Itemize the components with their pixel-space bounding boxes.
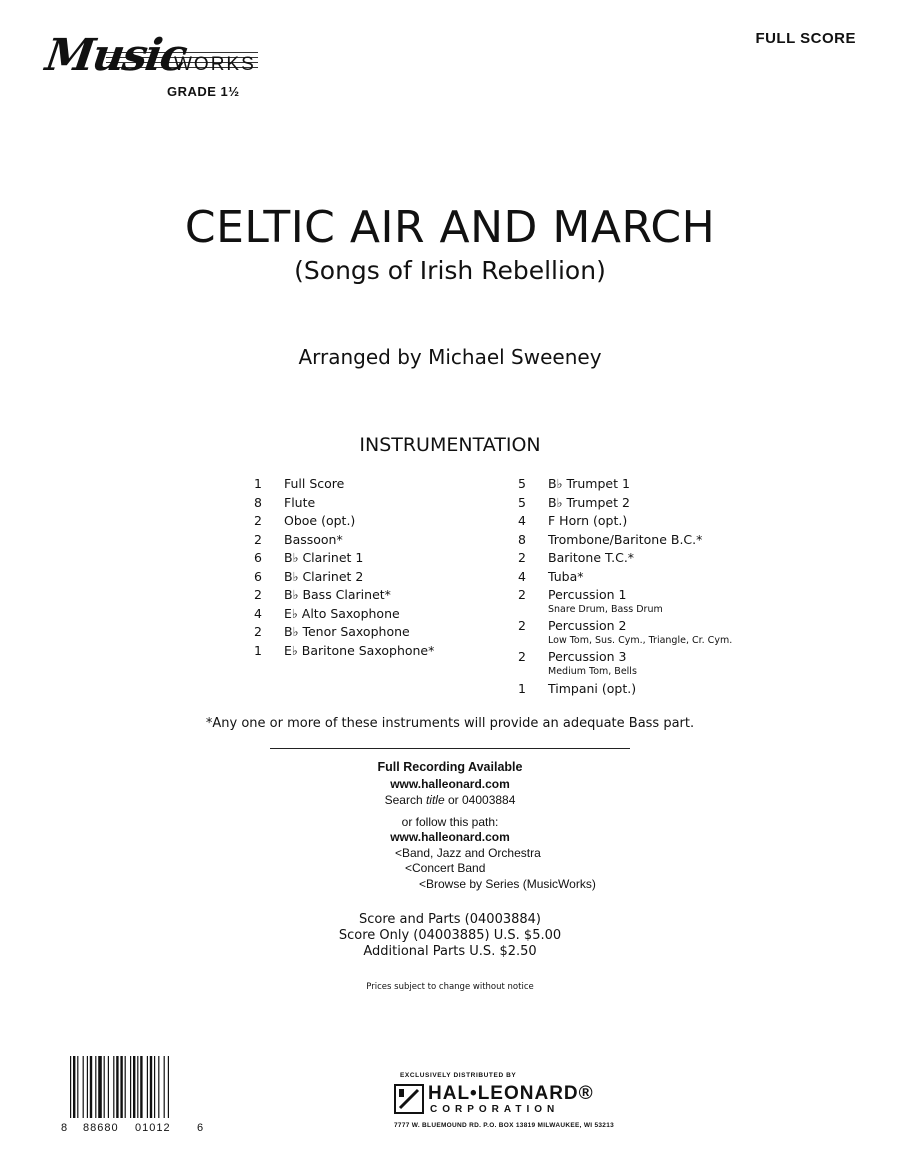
item-quantity: 2 xyxy=(518,618,526,633)
barcode-bar xyxy=(104,1056,105,1118)
barcode-bar xyxy=(83,1056,84,1118)
divider xyxy=(270,748,630,749)
item-name: E♭ Alto Saxophone xyxy=(284,605,400,621)
barcode-bar xyxy=(87,1056,88,1118)
item-quantity: 2 xyxy=(518,587,526,602)
item-name: Timpani (opt.) xyxy=(548,681,637,696)
barcode-bar xyxy=(98,1056,102,1118)
item-quantity: 2 xyxy=(518,550,526,565)
barcode-digit-first: 8 xyxy=(61,1122,69,1134)
item-name: B♭ Trumpet 1 xyxy=(548,476,630,491)
barcode-bar xyxy=(137,1056,138,1118)
price-line-1: Score and Parts (04003884) xyxy=(358,912,541,927)
item-detail: Snare Drum, Bass Drum xyxy=(548,604,663,615)
item-quantity: 1 xyxy=(254,642,262,658)
item-name: Trombone/Baritone B.C.* xyxy=(548,531,703,547)
item-quantity: 8 xyxy=(254,494,262,510)
price-line-2: Score Only (04003885) U.S. $5.00 xyxy=(338,928,562,943)
barcode-bar xyxy=(147,1056,148,1118)
barcode-bar xyxy=(116,1056,118,1118)
item-detail: Low Tom, Sus. Cym., Triangle, Cr. Cym. xyxy=(548,635,733,646)
item-name: Percussion 1 xyxy=(548,587,627,602)
item-name: Percussion 2 xyxy=(548,618,627,633)
barcode-bar xyxy=(77,1056,78,1118)
barcode-digit-group-2: 01012 xyxy=(135,1122,171,1134)
barcode-bar xyxy=(95,1056,96,1118)
item-name: Percussion 3 xyxy=(548,649,627,664)
search-suffix: or 04003884 xyxy=(444,793,516,807)
path-step-3: <Browse by Series (MusicWorks) xyxy=(419,877,596,891)
item-quantity: 1 xyxy=(518,681,526,696)
item-quantity: 4 xyxy=(518,568,526,584)
exclusive-distribution-label: EXCLUSIVELY DISTRIBUTED BY xyxy=(400,1072,517,1079)
price-line-3: Additional Parts U.S. $2.50 xyxy=(363,944,537,959)
barcode-bar xyxy=(113,1056,114,1118)
item-quantity: 4 xyxy=(254,605,262,621)
barcode-bar xyxy=(133,1056,135,1118)
full-score-label: FULL SCORE xyxy=(755,30,856,47)
item-quantity: 2 xyxy=(518,649,526,664)
recording-site-link[interactable]: www.halleonard.com xyxy=(390,777,510,791)
item-quantity: 2 xyxy=(254,531,262,547)
item-quantity: 4 xyxy=(518,513,526,528)
publisher-corporation: CORPORATION xyxy=(430,1104,560,1115)
item-name: B♭ Bass Clarinet* xyxy=(284,587,391,602)
recording-or-follow: or follow this path: xyxy=(401,815,499,829)
barcode-digit-last: 6 xyxy=(197,1122,205,1134)
barcode-bar xyxy=(130,1056,131,1118)
path-step-2: <Concert Band xyxy=(405,861,486,875)
item-name: Oboe (opt.) xyxy=(284,513,356,528)
item-name: Baritone T.C.* xyxy=(548,550,635,565)
barcode-bar xyxy=(150,1056,152,1118)
item-quantity: 2 xyxy=(254,587,262,602)
search-italic: title xyxy=(425,793,445,807)
item-name: E♭ Baritone Saxophone* xyxy=(284,642,435,658)
barcode-bar xyxy=(73,1056,75,1118)
item-name: Flute xyxy=(284,494,316,510)
arranger-credit: Arranged by Michael Sweeney xyxy=(298,345,602,369)
hal-leonard-logo-icon xyxy=(394,1084,424,1114)
barcode-bar xyxy=(168,1056,169,1118)
item-quantity: 1 xyxy=(254,476,262,491)
barcode-bar xyxy=(90,1056,92,1118)
item-quantity: 6 xyxy=(254,550,262,565)
item-name: B♭ Tenor Saxophone xyxy=(284,624,410,639)
item-quantity: 2 xyxy=(254,624,262,639)
musicworks-logo xyxy=(42,30,276,104)
barcode-bars xyxy=(64,1056,194,1122)
price-block xyxy=(0,912,900,960)
grade-label: GRADE 1½ xyxy=(167,84,240,99)
piece-subtitle: (Songs of Irish Rebellion) xyxy=(294,256,606,285)
barcode-bar xyxy=(125,1056,126,1118)
item-quantity: 5 xyxy=(518,476,526,491)
item-name: F Horn (opt.) xyxy=(548,513,628,528)
barcode xyxy=(61,1056,205,1136)
barcode-bar xyxy=(154,1056,155,1118)
barcode-bar xyxy=(140,1056,142,1118)
publisher-address: 7777 W. BLUEMOUND RD. P.O. BOX 13819 MILWAUKEE, WI 53213 xyxy=(394,1122,615,1129)
search-prefix: Search xyxy=(384,793,426,807)
bass-part-footnote: *Any one or more of these instruments will provide an adequate Bass part. xyxy=(205,716,695,731)
item-quantity: 6 xyxy=(254,568,262,584)
barcode-digit-group-1: 88680 xyxy=(83,1122,119,1134)
barcode-bar xyxy=(120,1056,122,1118)
item-name: Full Score xyxy=(284,476,345,491)
logo-works-text: WORKS xyxy=(174,54,256,75)
barcode-bar xyxy=(70,1056,71,1118)
publisher-name: HAL•LEONARD® xyxy=(428,1083,594,1104)
publisher-block xyxy=(394,1072,615,1152)
instrumentation-heading: INSTRUMENTATION xyxy=(359,434,541,456)
price-note: Prices subject to change without notice xyxy=(366,982,534,992)
item-name: Tuba* xyxy=(548,568,584,584)
barcode-bar xyxy=(158,1056,159,1118)
barcode-bar xyxy=(108,1056,109,1118)
item-quantity: 8 xyxy=(518,531,526,547)
logo-script-text: Music xyxy=(42,30,189,81)
item-name: B♭ Clarinet 2 xyxy=(284,568,364,584)
item-quantity: 5 xyxy=(518,494,526,510)
item-name: B♭ Clarinet 1 xyxy=(284,550,364,565)
recording-search-text xyxy=(0,793,900,808)
path-step-1: <Band, Jazz and Orchestra xyxy=(395,846,541,860)
item-name: Bassoon* xyxy=(284,531,343,547)
item-name: B♭ Trumpet 2 xyxy=(548,494,630,510)
piece-title: CELTIC AIR AND MARCH xyxy=(184,202,716,253)
item-quantity: 2 xyxy=(254,513,262,528)
barcode-bar xyxy=(164,1056,165,1118)
recording-heading: Full Recording Available xyxy=(377,760,523,774)
recording-site-link-2[interactable]: www.halleonard.com xyxy=(390,830,510,844)
item-detail: Medium Tom, Bells xyxy=(548,666,637,677)
